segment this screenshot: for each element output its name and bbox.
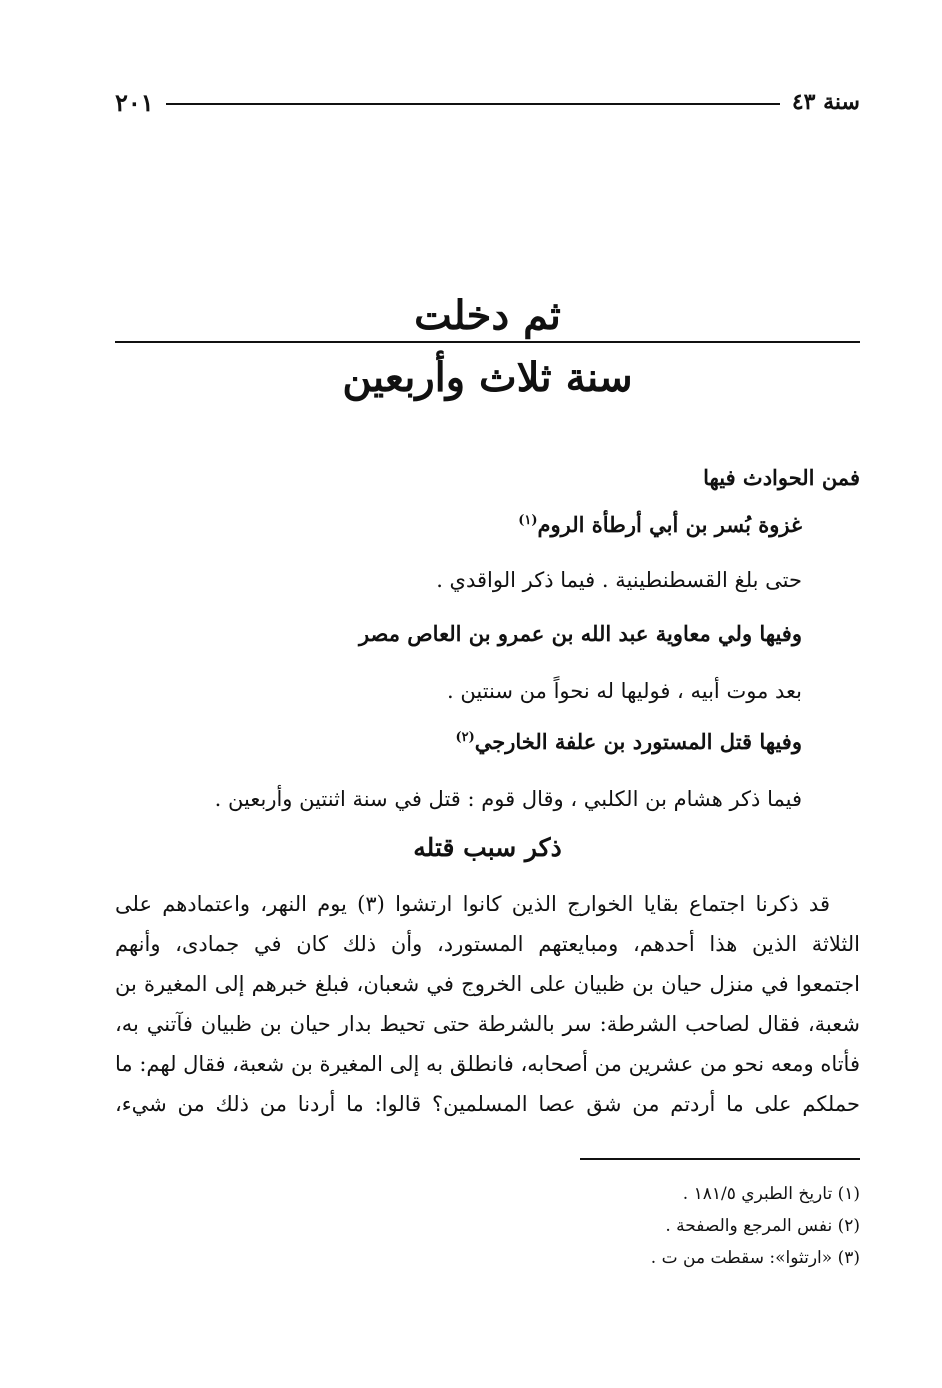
event2-heading: وفيها ولي معاوية عبد الله بن عمرو بن العاص مصر (358, 621, 802, 646)
chapter-title-line2: سنة ثلاث وأربعين (342, 354, 633, 401)
footnote-rule (580, 1158, 860, 1160)
paragraph-line: اجتمعوا في منزل حيان بن ظبيان على الخروج في شعبان، فبلغ خبرهم إلى المغيرة بن (115, 972, 860, 996)
running-header-title: سنة ٤٣ (791, 89, 860, 115)
event1-heading-line (518, 510, 802, 540)
paragraph-line: الثلاثة الذين هذا أحدهم، ومبايعتهم المستورد، وأن ذلك كان في جمادى، وأنهم (115, 932, 860, 956)
header-rule (166, 103, 780, 105)
paragraph-line: قد ذكرنا اجتماع بقايا الخوارج الذين كانوا ارتشوا (٣) يوم النهر، واعتمادهم على (115, 892, 830, 916)
event1-text: حتى بلغ القسطنطينية . فيما ذكر الواقدي . (436, 568, 802, 592)
main-paragraph (115, 884, 860, 1124)
events-intro: فمن الحوادث فيها (703, 465, 860, 490)
footnote-ref-1: (١) (518, 513, 538, 528)
paragraph-line: حملكم على ما أردتم من شق عصا المسلمين؟ قالوا: ما أردنا من ذلك من شيء، (115, 1092, 860, 1116)
footnote-1: (١) تاريخ الطبري ١٨١/٥ . (682, 1184, 860, 1204)
paragraph-line: فأتاه ومعه نحو من عشرين من أصحابه، فانطلق به إلى المغيرة بن شعبة، فقال لهم: ما (115, 1052, 860, 1076)
event3-heading-line (455, 727, 802, 757)
paragraph-line: شعبة، فقال لصاحب الشرطة: سر بالشرطة حتى تحيط بدار حيان بن ظبيان فآتني به، (115, 1012, 860, 1036)
running-header (115, 84, 860, 120)
title-rule (115, 341, 860, 343)
footnote-ref-2: (٢) (455, 730, 475, 745)
footnote-2: (٢) نفس المرجع والصفحة . (665, 1216, 860, 1236)
footnote-3: (٣) «ارتثوا»: سقطت من ت . (650, 1248, 860, 1268)
section-heading: ذكر سبب قتله (413, 833, 562, 862)
page-number: ٢٠١ (115, 87, 154, 117)
chapter-title-line1: ثم دخلت (414, 292, 561, 339)
event1-heading: غزوة بُسر بن أبي أرطأة الروم (537, 512, 802, 537)
event3-heading: وفيها قتل المستورد بن علفة الخارجي (474, 729, 802, 754)
event2-text: بعد موت أبيه ، فوليها له نحواً من سنتين . (447, 679, 802, 703)
event3-text: فيما ذكر هشام بن الكلبي ، وقال قوم : قتل في سنة اثنتين وأربعين . (214, 787, 802, 811)
